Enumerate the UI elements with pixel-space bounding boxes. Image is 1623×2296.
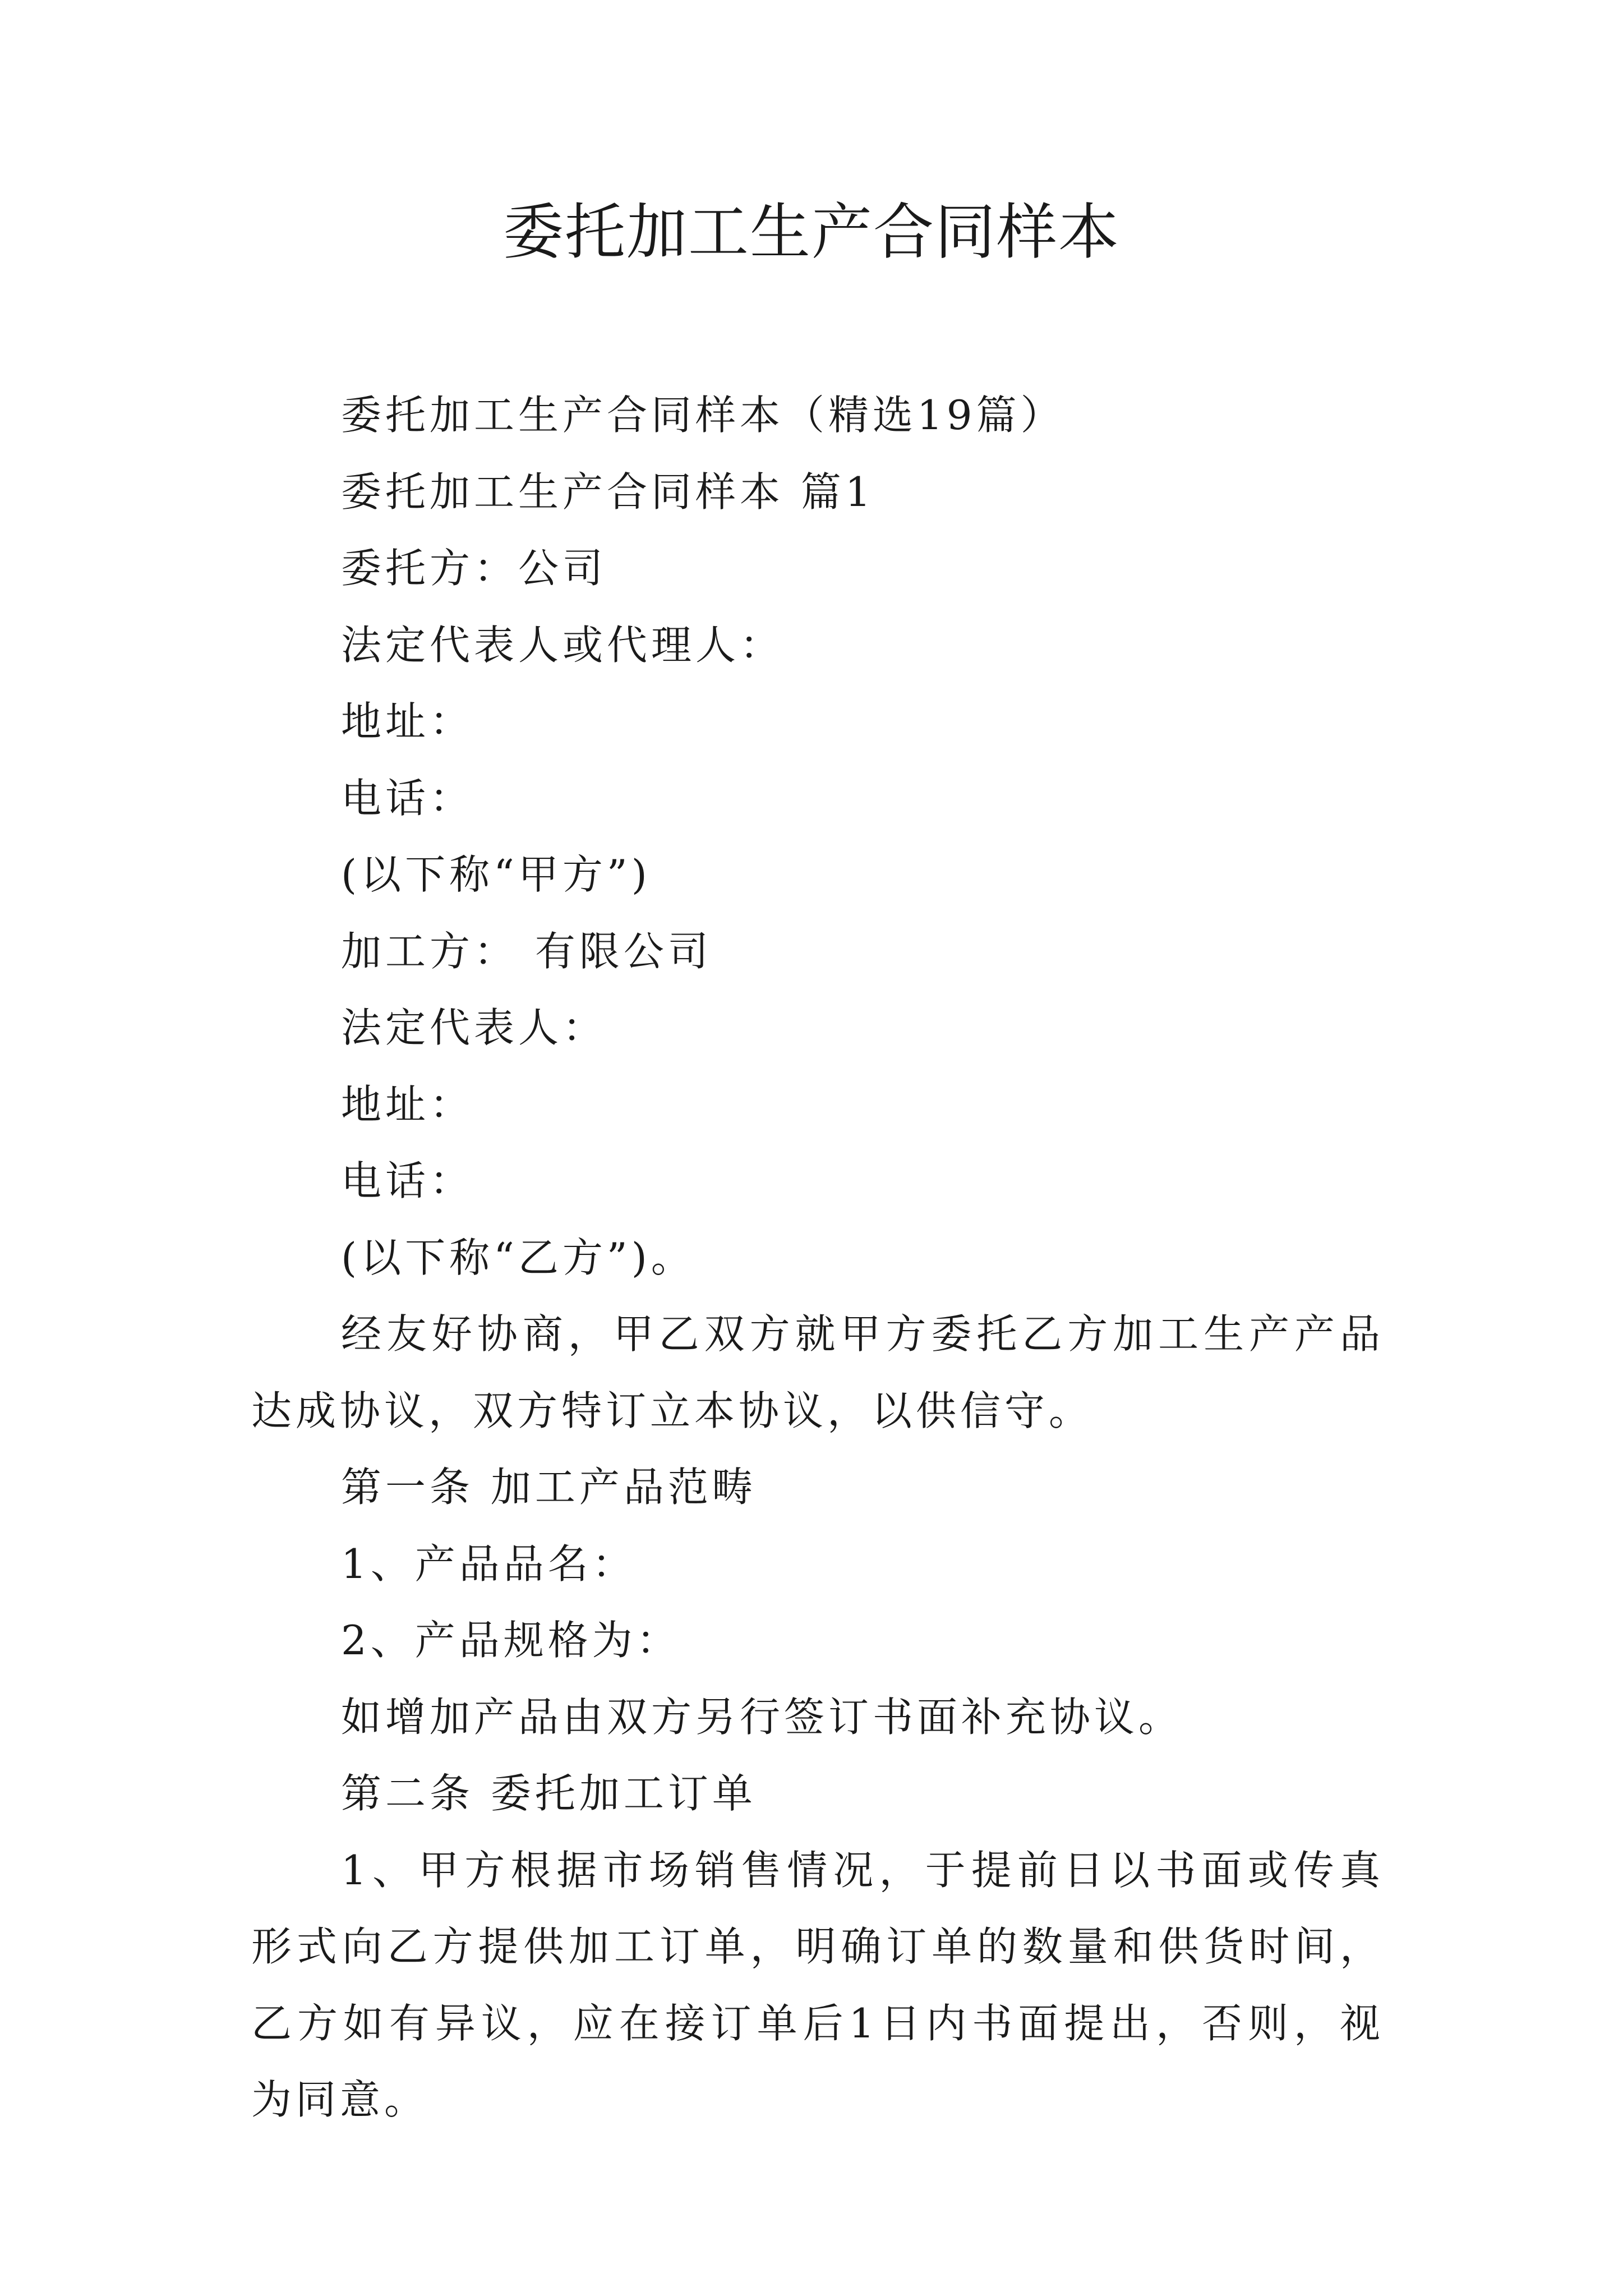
paragraph: 地址： [341,698,474,745]
paragraph: 经友好协商，甲乙双方就甲方委托乙方加工生产产品达成协议，双方特订立本协议，以供信守。 [251,1310,1384,1434]
paragraph: 地址： [341,1080,474,1128]
paragraph: 委托加工生产合同样本（精选19篇） [341,392,1065,439]
paragraph: (以下称“乙方”)。 [341,1234,695,1281]
paragraph: 加工方： 有限公司 [341,927,712,975]
paragraph: 2、产品规格为： [341,1617,681,1664]
paragraph: 电话： [341,1157,474,1204]
paragraph: 第二条 委托加工订单 [341,1770,757,1817]
paragraph: (以下称“甲方”) [341,851,651,898]
paragraph: 委托加工生产合同样本 篇1 [341,468,875,516]
document-body [251,377,1384,2138]
paragraph: 如增加产品由双方另行签订书面补充协议。 [341,1693,1183,1741]
paragraph: 1、甲方根据市场销售情况，于提前日以书面或传真形式向乙方提供加工订单，明确订单的数量和供货时间，乙方如有异议，应在接订单后1日内书面提出，否则，视为同意。 [251,1846,1384,2123]
paragraph: 法定代表人： [341,1004,607,1051]
document-title: 委托加工生产合同样本 [502,197,1120,268]
paragraph: 电话： [341,774,474,822]
paragraph: 第一条 加工产品范畴 [341,1464,757,1511]
paragraph: 委托方：公司 [341,545,607,592]
paragraph: 法定代表人或代理人： [341,621,785,669]
paragraph: 1、产品品名： [341,1540,637,1588]
